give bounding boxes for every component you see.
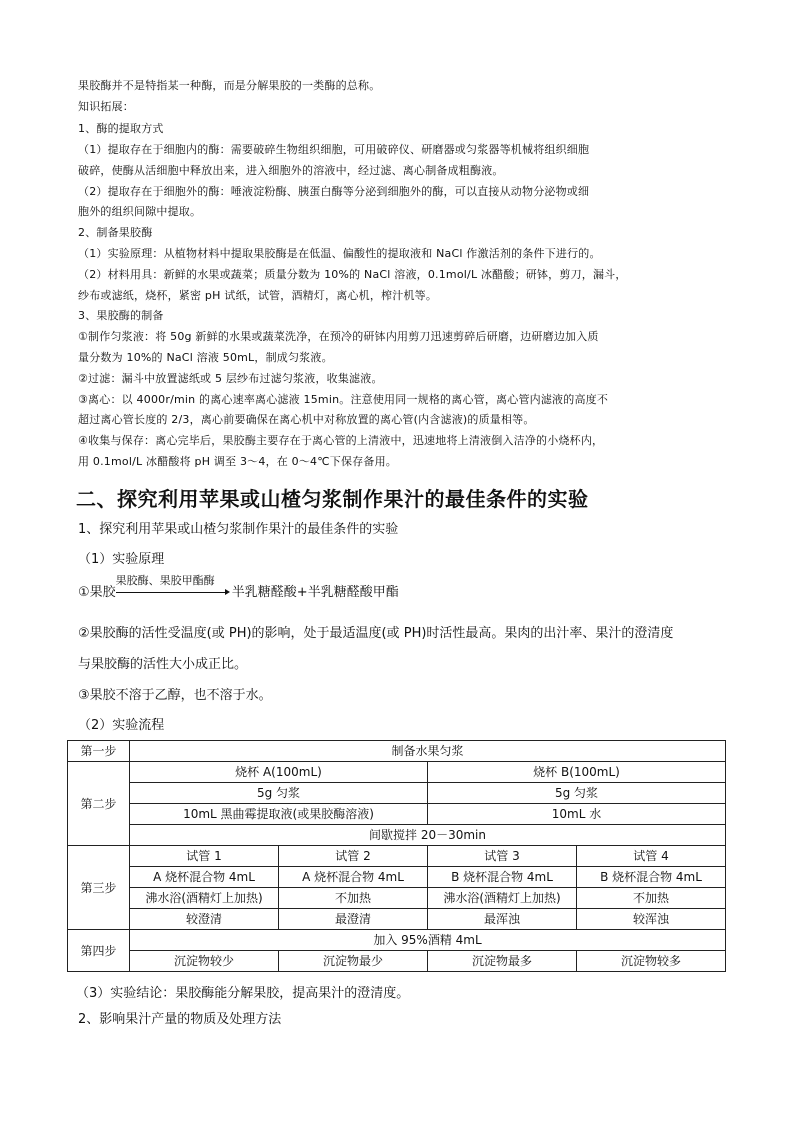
table-cell: 加入 95%酒精 4mL <box>130 930 726 951</box>
step-label: 第二步 <box>68 762 130 846</box>
text-line: 2、制备果胶酶 <box>78 226 153 239</box>
conclusion: （3）实验结论：果胶酶能分解果胶，提高果汁的澄清度。 <box>76 986 410 1001</box>
equation-products: 半乳糖醛酸+半乳糖醛酸甲酯 <box>231 585 399 600</box>
table-cell: 10mL 黑曲霉提取液(或果胶酶溶液) <box>130 804 428 825</box>
table-cell: 5g 匀浆 <box>130 783 428 804</box>
table-cell: 不加热 <box>577 888 726 909</box>
table-row <box>68 951 726 972</box>
text-line: 胞外的组织间隙中提取。 <box>78 205 202 218</box>
table-cell: 5g 匀浆 <box>428 783 726 804</box>
table-cell: 间歇搅拌 20－30min <box>130 825 726 846</box>
table-cell: 沉淀物最少 <box>279 951 428 972</box>
table-row <box>68 846 726 867</box>
table-cell: 沉淀物最多 <box>428 951 577 972</box>
table-row <box>68 741 726 762</box>
table-cell: 沸水浴(酒精灯上加热) <box>428 888 577 909</box>
text-line: （1）实验原理：从植物材料中提取果胶酶是在低温、偏酸性的提取液和 NaCl 作激活剂的条件下进行的。 <box>78 247 601 260</box>
table-cell: 较浑浊 <box>577 909 726 930</box>
table-cell: 沸水浴(酒精灯上加热) <box>130 888 279 909</box>
text-line: ④收集与保存：离心完毕后，果胶酶主要存在于离心管的上清液中，迅速地将上清液倒入洁净的小烧杯内， <box>78 434 604 447</box>
step-label: 第一步 <box>68 741 130 762</box>
table-cell: 试管 1 <box>130 846 279 867</box>
table-cell: 沉淀物较多 <box>577 951 726 972</box>
table-cell: 沉淀物较少 <box>130 951 279 972</box>
table-row <box>68 804 726 825</box>
reaction-equation <box>78 574 399 601</box>
paragraph-line: ②果胶酶的活性受温度(或 PH)的影响，处于最适温度(或 PH)时活性最高。果肉的出汁率、果汁的澄清度 <box>78 626 674 641</box>
text-line: （1）提取存在于细胞内的酶：需要破碎生物组织细胞，可用破碎仪、研磨器或匀浆器等机械将组织细胞 <box>78 143 590 156</box>
text-line: （2）材料用具：新鲜的水果或蔬菜；质量分数为 10%的 NaCl 溶液，0.1mol/L 冰醋酸；研钵，剪刀，漏斗， <box>78 268 627 281</box>
table-cell: 烧杯 B(100mL) <box>428 762 726 783</box>
subsection-title: 2、影响果汁产量的物质及处理方法 <box>78 1012 282 1027</box>
table-row <box>68 909 726 930</box>
text-line: 量分数为 10%的 NaCl 溶液 50mL，制成匀浆液。 <box>78 351 333 364</box>
equation-reactant: ①果胶 <box>78 585 116 600</box>
table-cell: 最浑浊 <box>428 909 577 930</box>
table-cell: A 烧杯混合物 4mL <box>130 867 279 888</box>
reaction-arrow <box>115 574 228 601</box>
table-row <box>68 825 726 846</box>
table-cell: 试管 4 <box>577 846 726 867</box>
text-line: 果胶酶并不是特指某一种酶，而是分解果胶的一类酶的总称。 <box>78 79 381 92</box>
table-cell: 制备水果匀浆 <box>130 741 726 762</box>
table-row <box>68 930 726 951</box>
step-label: 第三步 <box>68 846 130 930</box>
table-cell: 试管 2 <box>279 846 428 867</box>
table-cell: 较澄清 <box>130 909 279 930</box>
principle-title: （1）实验原理 <box>78 552 165 567</box>
paragraph-line: 与果胶酶的活性大小成正比。 <box>78 657 248 672</box>
text-line: 纱布或滤纸，烧杯，紧密 pH 试纸，试管，酒精灯，离心机，榨汁机等。 <box>78 289 438 302</box>
table-cell: B 烧杯混合物 4mL <box>428 867 577 888</box>
experiment-flow-table <box>67 740 726 972</box>
text-line: 破碎，使酶从活细胞中释放出来，进入细胞外的溶液中，经过滤、离心制备成粗酶液。 <box>78 164 504 177</box>
text-line: （2）提取存在于细胞外的酶：唾液淀粉酶、胰蛋白酶等分泌到细胞外的酶，可以直接从动物分泌物或细 <box>78 185 590 198</box>
table-cell: 试管 3 <box>428 846 577 867</box>
text-line: ①制作匀浆液：将 50g 新鲜的水果或蔬菜洗净，在预冷的研钵内用剪刀迅速剪碎后研磨，边研磨边加入质 <box>78 330 599 343</box>
subsection-title: 1、探究利用苹果或山楂匀浆制作果汁的最佳条件的实验 <box>78 522 399 537</box>
text-line: 3、果胶酶的制备 <box>78 309 164 322</box>
table-cell: B 烧杯混合物 4mL <box>577 867 726 888</box>
text-line: ②过滤：漏斗中放置滤纸或 5 层纱布过滤匀浆液，收集滤液。 <box>78 372 383 385</box>
table-cell: A 烧杯混合物 4mL <box>279 867 428 888</box>
table-cell: 最澄清 <box>279 909 428 930</box>
table-cell: 不加热 <box>279 888 428 909</box>
table-row <box>68 762 726 783</box>
text-line: ③离心：以 4000r/min 的离心速率离心滤液 15min。注意使用同一规格的离心管，离心管内滤液的高度不 <box>78 393 609 406</box>
section-title: 二、探究利用苹果或山楂匀浆制作果汁的最佳条件的实验 <box>76 487 589 511</box>
text-line: 知识拓展： <box>78 100 134 113</box>
text-line: 用 0.1mol/L 冰醋酸将 pH 调至 3～4，在 0～4℃下保存备用。 <box>78 455 398 468</box>
arrow-icon <box>116 592 228 593</box>
text-line: 超过离心管长度的 2/3，离心前要确保在离心机中对称放置的离心管(内含滤液)的质量相等。 <box>78 413 535 426</box>
table-row <box>68 783 726 804</box>
arrow-enzyme-label: 果胶酶、果胶甲酯酶 <box>115 574 215 587</box>
step-label: 第四步 <box>68 930 130 972</box>
text-line: 1、酶的提取方式 <box>78 122 164 135</box>
table-cell: 10mL 水 <box>428 804 726 825</box>
table-row <box>68 888 726 909</box>
table-cell: 烧杯 A(100mL) <box>130 762 428 783</box>
table-row <box>68 867 726 888</box>
paragraph-line: ③果胶不溶于乙醇，也不溶于水。 <box>78 688 272 703</box>
flow-title: （2）实验流程 <box>78 718 165 733</box>
